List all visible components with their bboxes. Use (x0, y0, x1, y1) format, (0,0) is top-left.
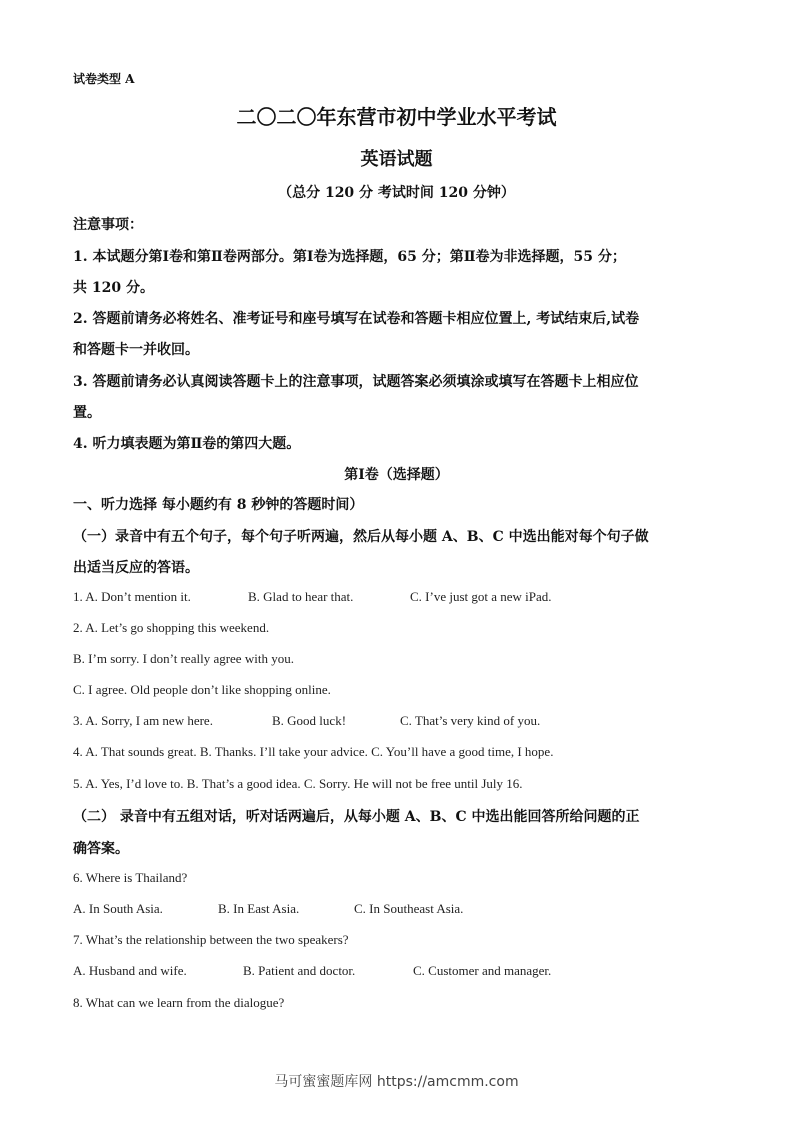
question-7-stem: 7. What’s the relationship between the two speakers? (73, 932, 349, 947)
question-2-option-c: C. I agree. Old people don’t like shopping online. (73, 682, 331, 697)
option-a: A. In South Asia. (73, 901, 163, 916)
paper-type: 试卷类型 A (73, 72, 135, 86)
notice-item: 共 120 分。 (73, 280, 154, 296)
question-1 (73, 589, 733, 607)
option-b: B. In East Asia. (218, 901, 300, 916)
question-7-options (73, 963, 733, 981)
notice-item: 4. 听力填表题为第Ⅱ卷的第四大题。 (73, 436, 301, 452)
option-c: C. I’ve just got a new iPad. (410, 589, 552, 604)
notice-item: 2. 答题前请务必将姓名、准考证号和座号填写在试卷和答题卡相应位置上, 考试结束后,试卷 (73, 311, 640, 327)
option-b: B. Glad to hear that. (248, 589, 354, 604)
exam-title: 二〇二〇年东营市初中学业水平考试 (236, 105, 557, 129)
part2-instruction: （二） 录音中有五组对话，听对话两遍后，从每小题 A、B、C 中选出能回答所给问题的正 (73, 809, 640, 825)
question-6-stem: 6. Where is Thailand? (73, 870, 188, 885)
notice-item: 3. 答题前请务必认真阅读答题卡上的注意事项，试题答案必须填涂或填写在答题卡上相应位 (73, 374, 639, 390)
notice-item: 置。 (73, 405, 101, 421)
option-b: B. Patient and doctor. (243, 963, 356, 978)
option-b: B. Good luck! (272, 713, 347, 728)
part2-instruction: 确答案。 (73, 841, 129, 857)
volume-title: 第Ⅰ卷（选择题） (344, 467, 449, 483)
question-5: 5. A. Yes, I’d love to. B. That’s a good idea. C. Sorry. He will not be free until July 16. (73, 776, 523, 791)
subject-title: 英语试题 (360, 149, 433, 170)
question-6-options (73, 901, 733, 919)
question-8-stem: 8. What can we learn from the dialogue? (73, 995, 285, 1010)
notice-heading: 注意事项： (73, 217, 143, 233)
question-3 (73, 713, 733, 731)
option-c: C. In Southeast Asia. (354, 901, 464, 916)
option-a: 1. A. Don’t mention it. (73, 589, 191, 604)
question-4: 4. A. That sounds great. B. Thanks. I’ll take your advice. C. You’ll have a good time, I hope. (73, 744, 554, 759)
part1-instruction: （一）录音中有五个句子，每个句子听两遍，然后从每小题 A、B、C 中选出能对每个句子做 (73, 529, 649, 545)
section-heading: 一、听力选择 每小题约有 8 秒钟的答题时间） (73, 497, 364, 513)
notice-item: 和答题卡一并收回。 (73, 342, 199, 358)
notice-item: 1. 本试题分第Ⅰ卷和第Ⅱ卷两部分。第Ⅰ卷为选择题，65 分；第Ⅱ卷为非选择题，55 分； (73, 249, 626, 265)
option-a: A. Husband and wife. (73, 963, 187, 978)
score-info: （总分 120 分 考试时间 120 分钟） (278, 185, 515, 201)
question-2-option-a: 2. A. Let’s go shopping this weekend. (73, 620, 270, 635)
option-c: C. That’s very kind of you. (400, 713, 541, 728)
part1-instruction: 出适当反应的答语。 (73, 560, 199, 576)
footer-watermark: 马可蜜蜜题库网 https://amcmm.com (274, 1074, 519, 1090)
option-c: C. Customer and manager. (413, 963, 552, 978)
question-2-option-b: B. I’m sorry. I don’t really agree with you. (73, 651, 294, 666)
option-a: 3. A. Sorry, I am new here. (73, 713, 213, 728)
